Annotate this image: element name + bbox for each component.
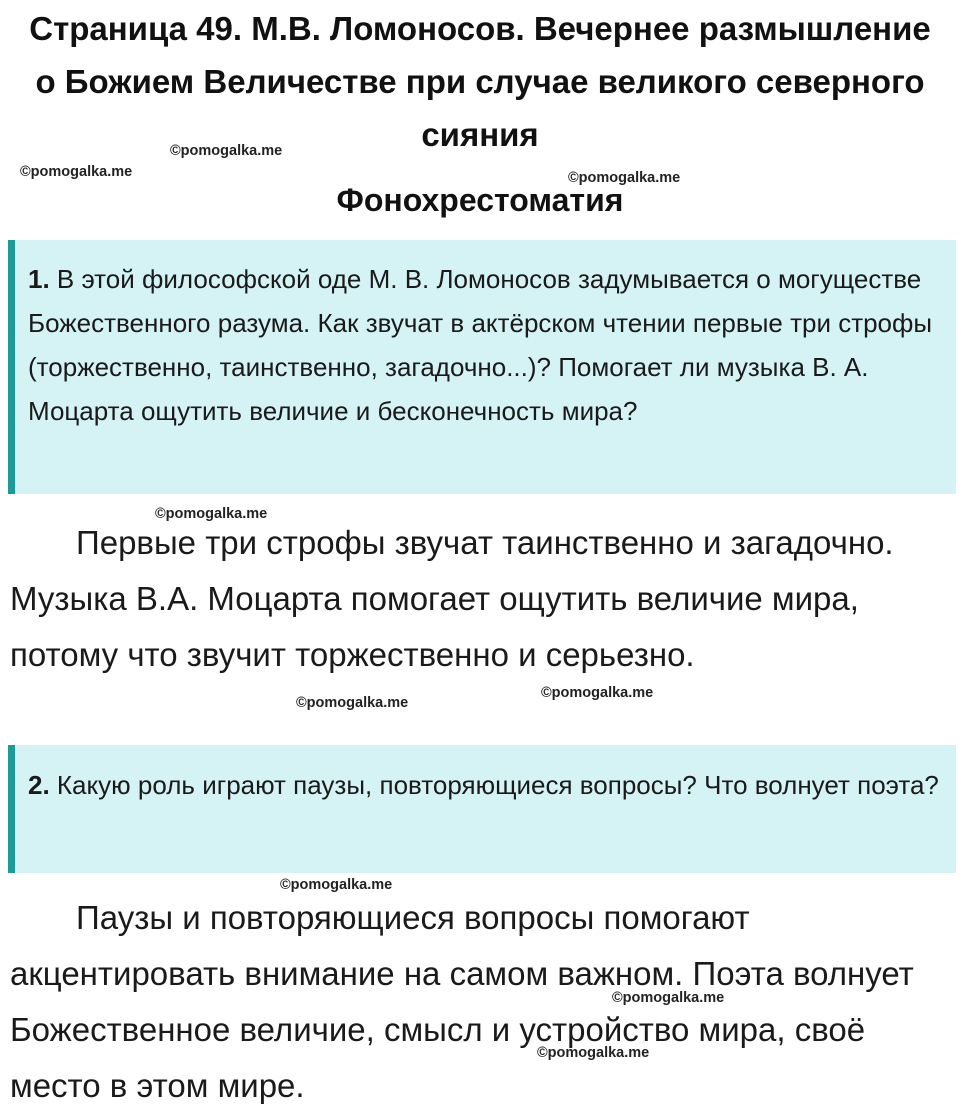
watermark: ©pomogalka.me <box>612 990 725 1006</box>
watermark: ©pomogalka.me <box>541 685 654 701</box>
watermark: ©pomogalka.me <box>155 506 268 522</box>
watermark: ©pomogalka.me <box>20 164 133 180</box>
watermark: ©pomogalka.me <box>170 143 283 159</box>
question-block-1 <box>8 240 956 494</box>
question-text: В этой философской оде М. В. Ломоносов задумывается о могуществе Божественного разума. Как звучат в актёрском чтении первые три строфы (торжественно, таинственно, загадочно...)? Помогает ли музыка В. А. Моцарта ощутить величие и бесконечность мира? <box>28 264 933 426</box>
question-block-2 <box>8 745 956 873</box>
question-number: 2. <box>28 770 50 800</box>
page-title: Страница 49. М.В. Ломоносов. Вечернее размышление о Божием Величестве при случае великого северного сияния <box>29 10 931 153</box>
watermark: ©pomogalka.me <box>280 877 393 893</box>
watermark: ©pomogalka.me <box>537 1045 650 1061</box>
question-text: Какую роль играют паузы, повторяющиеся вопросы? Что волнует поэта? <box>49 770 939 800</box>
watermark: ©pomogalka.me <box>296 695 409 711</box>
answer-paragraph-1: Первые три строфы звучат таинственно и загадочно. Музыка В.А. Моцарта помогает ощутить величие мира, потому что звучит торжественно и серьезно. <box>10 524 894 673</box>
answer-paragraph-2: Паузы и повторяющиеся вопросы помогают акцентировать внимание на самом важном. Поэта волнует Божественное величие, смысл и устройство мира, своё место в этом мире. <box>10 899 914 1104</box>
question-number: 1. <box>28 264 50 294</box>
watermark: ©pomogalka.me <box>568 170 681 186</box>
section-subtitle: Фонохрестоматия <box>336 182 624 218</box>
